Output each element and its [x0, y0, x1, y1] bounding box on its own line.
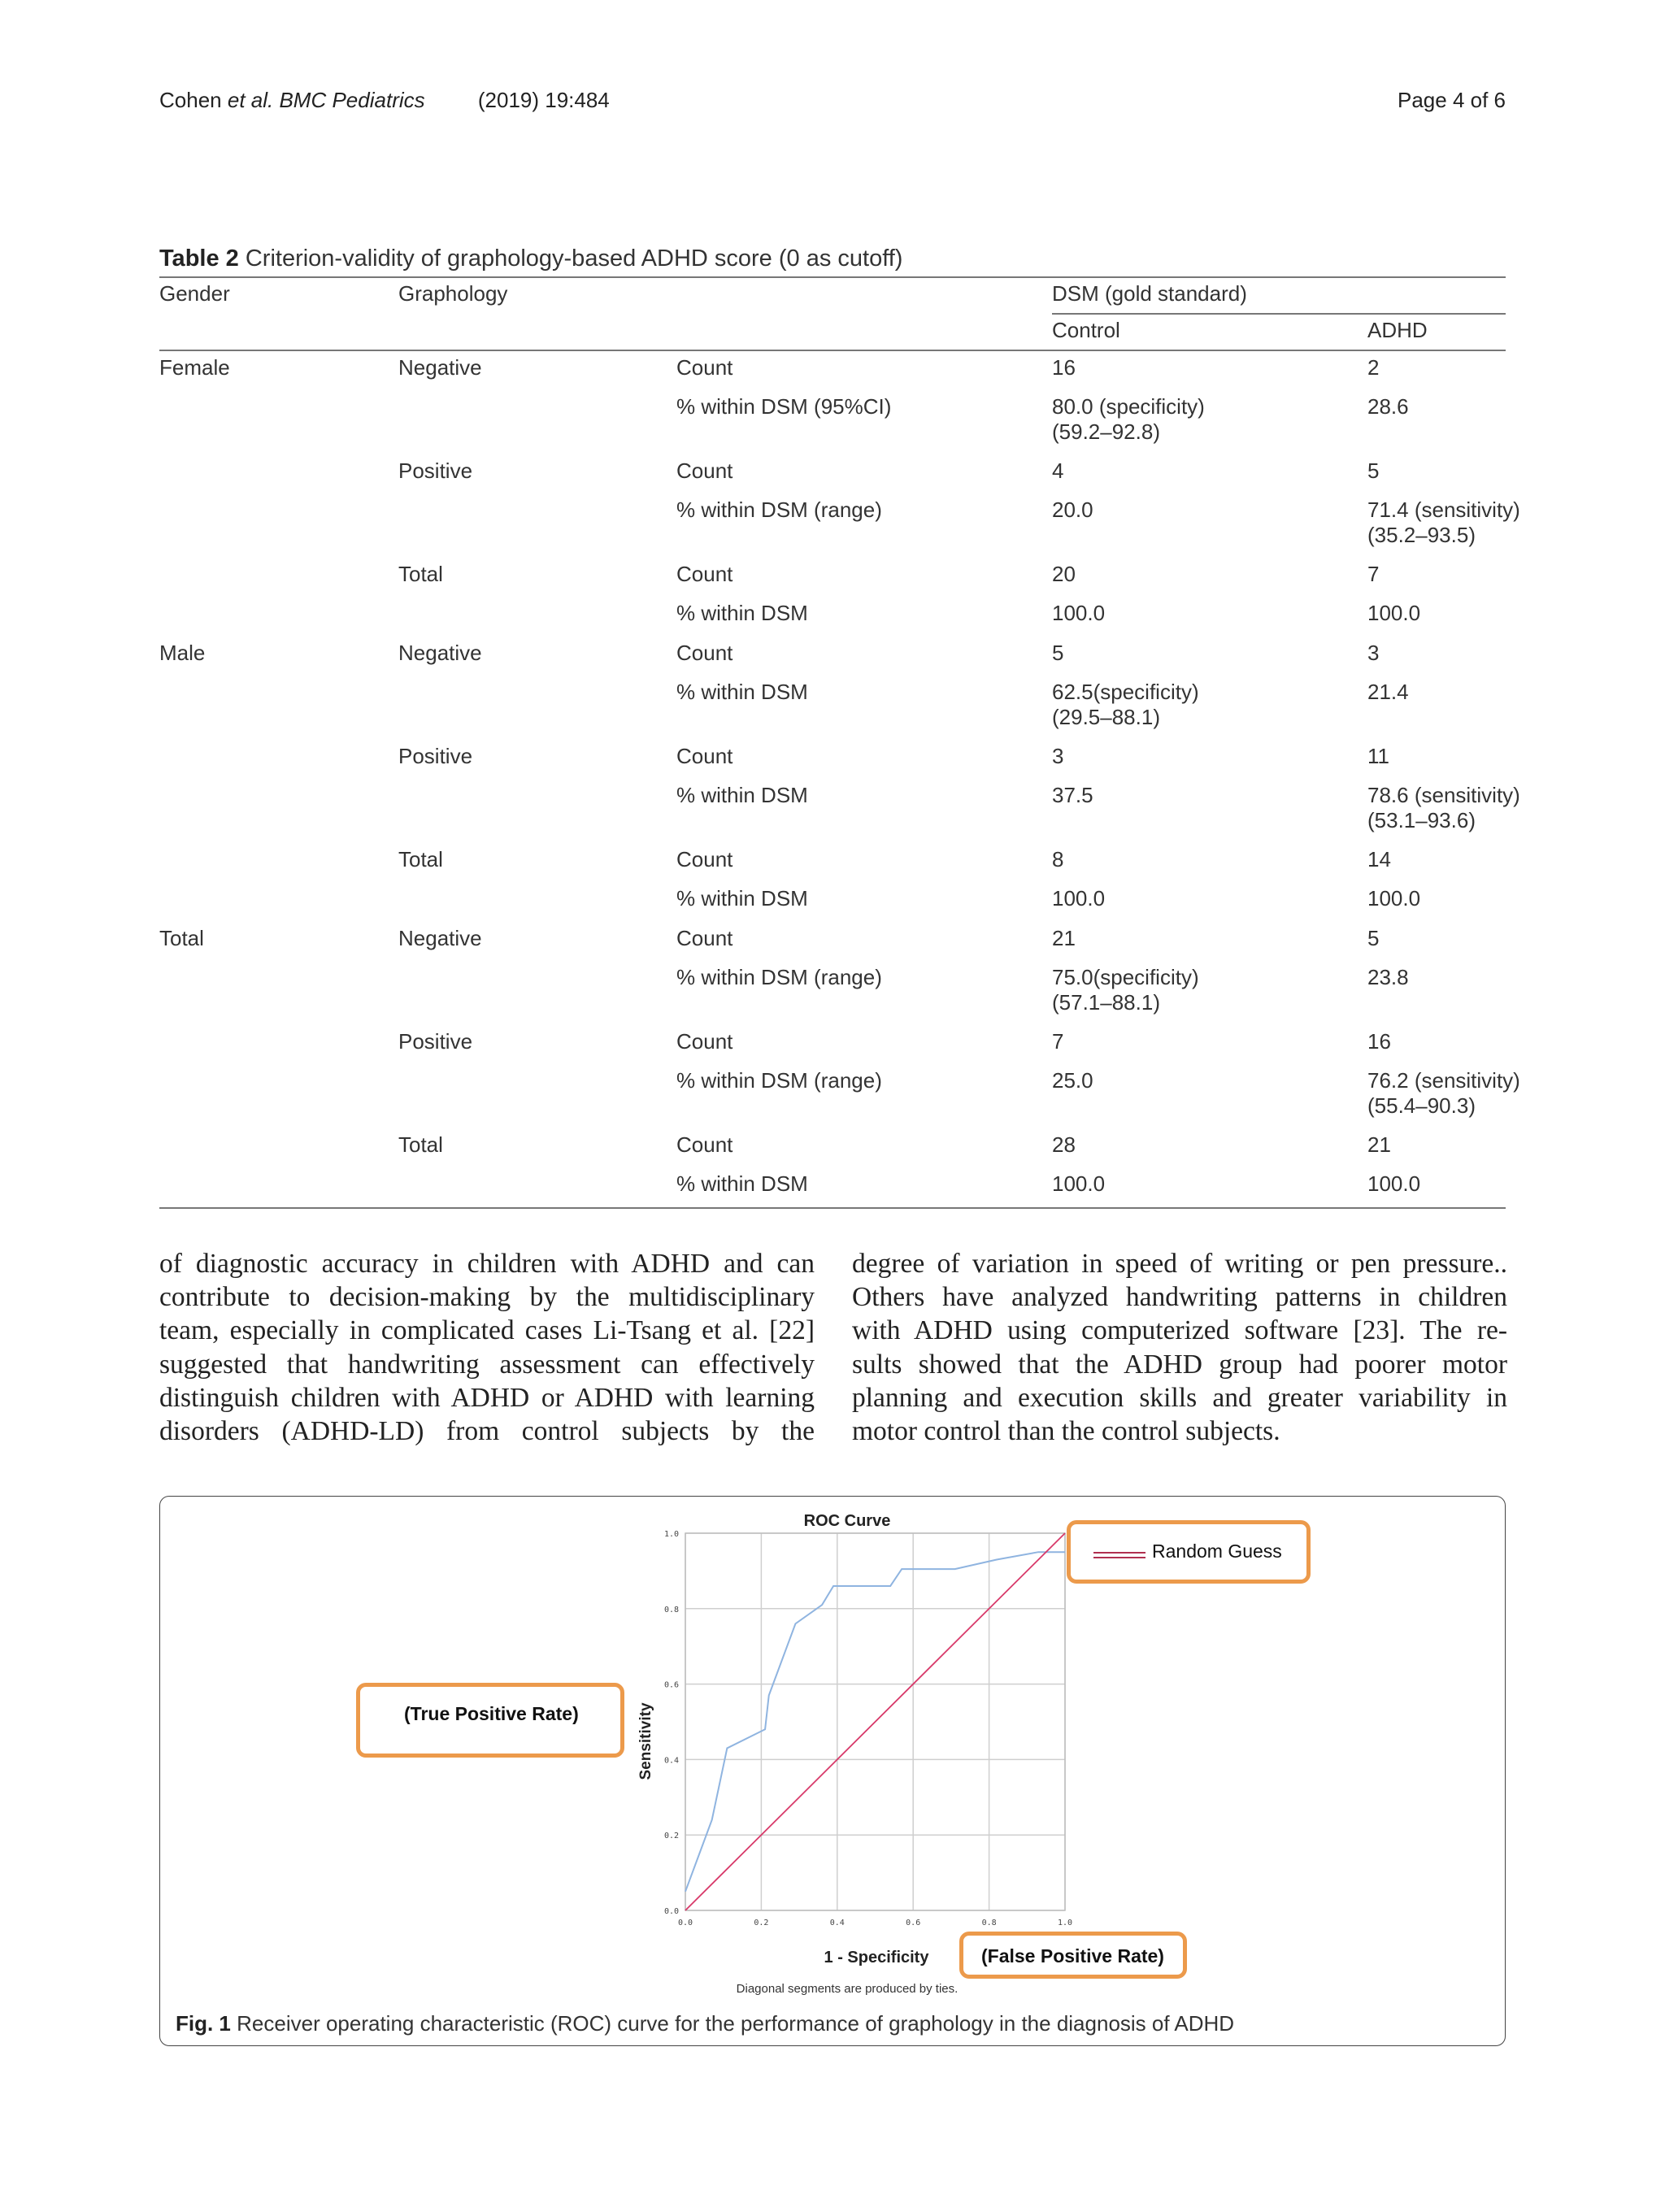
body-line: with ADHD using computerized software [23]. The re- — [852, 1315, 1507, 1346]
cell-graphology: Positive — [398, 744, 473, 768]
x-tick-label: 0.8 — [981, 1919, 997, 1927]
callout-random-text: Random Guess — [1152, 1541, 1282, 1562]
cell-statistic: % within DSM — [676, 601, 808, 625]
cell-statistic: % within DSM (95%CI) — [676, 394, 892, 419]
cell-graphology: Positive — [398, 458, 473, 483]
cell-adhd: 3 — [1367, 641, 1380, 665]
body-line: degree of variation in speed of writing or pen pressure.. — [852, 1249, 1507, 1279]
x-tick-label: 0.4 — [829, 1919, 845, 1927]
random-guess-line — [685, 1533, 1065, 1910]
cell-adhd: 78.6 (sensitivity) — [1367, 783, 1520, 807]
cell-control-ci: (59.2–92.8) — [1052, 419, 1160, 444]
cell-graphology: Positive — [398, 1029, 473, 1054]
y-tick-label: 1.0 — [663, 1530, 679, 1539]
cell-graphology: Total — [398, 562, 443, 586]
body-line: disorders (ADHD-LD) from control subjects by the — [159, 1416, 815, 1447]
chart-title: ROC Curve — [803, 1512, 891, 1530]
cell-statistic: Count — [676, 926, 733, 950]
cell-control: 21 — [1052, 926, 1076, 950]
cell-control: 80.0 (specificity) — [1052, 394, 1205, 419]
legend-line-icon-2 — [1093, 1557, 1146, 1558]
body-line: sults showed that the ADHD group had poorer motor — [852, 1349, 1507, 1380]
callout-true-positive-rate — [356, 1683, 624, 1758]
x-tick-label: 0.6 — [906, 1919, 921, 1927]
header-journal: BMC Pediatrics — [279, 88, 425, 112]
legend-line-icon — [1093, 1552, 1146, 1554]
cell-statistic: % within DSM — [676, 1171, 808, 1196]
cell-graphology: Negative — [398, 926, 482, 950]
cell-gender: Total — [159, 926, 204, 950]
figure-caption-text: Receiver operating characteristic (ROC) curve for the performance of graphology in the diagnosis of ADHD — [237, 2011, 1235, 2036]
header-dsm: DSM (gold standard) — [1052, 281, 1247, 306]
cell-control: 20 — [1052, 562, 1076, 586]
cell-control: 75.0(specificity) — [1052, 965, 1199, 989]
cell-statistic: Count — [676, 1029, 733, 1054]
y-tick-label: 0.0 — [663, 1907, 679, 1916]
cell-adhd: 76.2 (sensitivity) — [1367, 1068, 1520, 1093]
cell-control: 100.0 — [1052, 886, 1106, 910]
header-citation: (2019) 19:484 — [477, 88, 610, 112]
cell-graphology: Negative — [398, 641, 482, 665]
cell-control: 7 — [1052, 1029, 1064, 1054]
header-authors: Cohen — [159, 88, 222, 112]
cell-gender: Male — [159, 641, 206, 665]
body-line: team, especially in complicated cases Li-Tsang et al. [22] — [159, 1315, 815, 1346]
cell-statistic: Count — [676, 458, 733, 483]
callout-tpr-text: (True Positive Rate) — [404, 1703, 579, 1724]
cell-adhd-ci: (35.2–93.5) — [1367, 523, 1476, 547]
x-axis-label: 1 - Specificity — [824, 1949, 929, 1966]
chart-footnote: Diagonal segments are produced by ties. — [736, 1982, 959, 1996]
cell-adhd: 21 — [1367, 1132, 1391, 1157]
cell-statistic: Count — [676, 1132, 733, 1157]
cell-graphology: Negative — [398, 355, 482, 380]
body-line: contribute to decision-making by the multidisciplinary — [159, 1282, 815, 1313]
page-number: Page 4 of 6 — [1398, 88, 1506, 112]
body-line: of diagnostic accuracy in children with ADHD and can — [159, 1249, 815, 1279]
y-axis-label: Sensitivity — [637, 1702, 654, 1780]
y-tick-label: 0.2 — [663, 1832, 679, 1841]
cell-control: 5 — [1052, 641, 1064, 665]
cell-control: 3 — [1052, 744, 1064, 768]
body-line: Others have analyzed handwriting patterns in children — [852, 1282, 1507, 1313]
cell-graphology: Total — [398, 1132, 443, 1157]
cell-adhd: 71.4 (sensitivity) — [1367, 498, 1520, 522]
cell-control: 37.5 — [1052, 783, 1093, 807]
cell-control: 28 — [1052, 1132, 1076, 1157]
header-etal: et al. — [227, 88, 274, 112]
cell-control: 25.0 — [1052, 1068, 1093, 1093]
cell-control: 8 — [1052, 847, 1064, 871]
cell-statistic: Count — [676, 641, 733, 665]
header-adhd: ADHD — [1367, 318, 1428, 342]
cell-adhd: 5 — [1367, 458, 1380, 483]
cell-adhd: 100.0 — [1367, 601, 1421, 625]
cell-adhd-ci: (53.1–93.6) — [1367, 808, 1476, 832]
cell-adhd: 28.6 — [1367, 394, 1409, 419]
x-tick-label: 0.2 — [754, 1919, 769, 1927]
y-tick-label: 0.4 — [663, 1756, 679, 1766]
cell-gender: Female — [159, 355, 230, 380]
header-gender: Gender — [159, 281, 230, 306]
table-caption-text: Criterion-validity of graphology-based ADHD score (0 as cutoff) — [245, 246, 903, 272]
cell-adhd: 23.8 — [1367, 965, 1409, 989]
callout-random-guess — [1067, 1520, 1311, 1584]
cell-adhd: 11 — [1367, 744, 1389, 768]
cell-statistic: Count — [676, 847, 733, 871]
body-line: planning and execution skills and greater variability in — [852, 1382, 1507, 1413]
callout-fpr-text: (False Positive Rate) — [981, 1945, 1164, 1966]
cell-adhd: 100.0 — [1367, 886, 1421, 910]
cell-control: 20.0 — [1052, 498, 1093, 522]
cell-statistic: % within DSM — [676, 783, 808, 807]
cell-adhd: 5 — [1367, 926, 1380, 950]
cell-adhd: 100.0 — [1367, 1171, 1421, 1196]
table-caption-label: Table 2 — [159, 246, 239, 272]
cell-adhd-ci: (55.4–90.3) — [1367, 1093, 1476, 1118]
figure-caption-label: Fig. 1 — [176, 2011, 231, 2036]
cell-control: 4 — [1052, 458, 1064, 483]
cell-adhd: 14 — [1367, 847, 1391, 871]
cell-adhd: 7 — [1367, 562, 1380, 586]
cell-statistic: % within DSM (range) — [676, 1068, 882, 1093]
cell-control: 100.0 — [1052, 601, 1106, 625]
cell-statistic: % within DSM — [676, 680, 808, 704]
figure-caption — [176, 2011, 1234, 2036]
cell-statistic: Count — [676, 744, 733, 768]
cell-statistic: % within DSM (range) — [676, 498, 882, 522]
x-tick-label: 1.0 — [1057, 1919, 1073, 1927]
body-line: distinguish children with ADHD or ADHD with learning — [159, 1382, 815, 1413]
cell-statistic: Count — [676, 562, 733, 586]
cell-control: 100.0 — [1052, 1171, 1106, 1196]
cell-adhd: 16 — [1367, 1029, 1391, 1054]
cell-control: 62.5(specificity) — [1052, 680, 1199, 704]
x-tick-label: 0.0 — [677, 1919, 693, 1927]
header-graphology: Graphology — [398, 281, 508, 306]
callout-false-positive-rate — [959, 1932, 1187, 1979]
cell-statistic: % within DSM — [676, 886, 808, 910]
body-line: motor control than the control subjects. — [852, 1416, 1280, 1447]
cell-adhd: 2 — [1367, 355, 1380, 380]
cell-control-ci: (57.1–88.1) — [1052, 990, 1160, 1015]
cell-statistic: Count — [676, 355, 733, 380]
cell-adhd: 21.4 — [1367, 680, 1409, 704]
cell-control: 16 — [1052, 355, 1076, 380]
cell-control-ci: (29.5–88.1) — [1052, 705, 1160, 729]
header-control: Control — [1052, 318, 1120, 342]
cell-graphology: Total — [398, 847, 443, 871]
body-line: suggested that handwriting assessment can effectively — [159, 1349, 815, 1380]
y-tick-label: 0.8 — [663, 1605, 679, 1614]
y-tick-label: 0.6 — [663, 1680, 679, 1690]
cell-statistic: % within DSM (range) — [676, 965, 882, 989]
